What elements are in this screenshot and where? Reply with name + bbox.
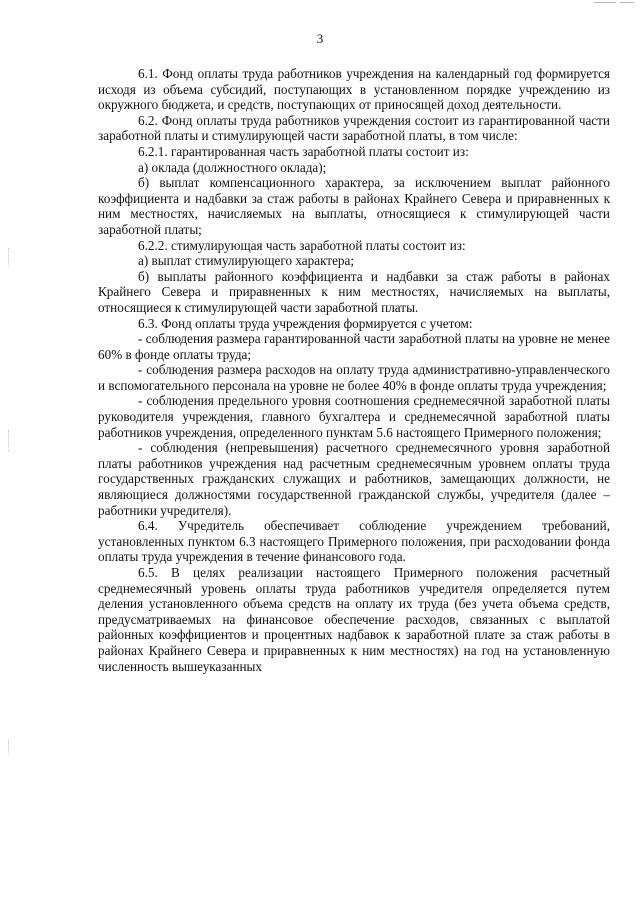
scan-artifact-dots	[8, 740, 10, 754]
bullet-admin-share: - соблюдения размера расходов на оплату труда административно-управленческого и вспомогательного персонала на уровне не более 40% в фонде оплаты труда учреждения;	[98, 362, 610, 393]
scan-artifact-line	[594, 2, 616, 3]
paragraph-6-4: 6.4. Учредитель обеспечивает соблюдение учреждением требований, установленных пунктом 6.3 настоящего Примерного положения, при расходовании фонда оплаты труда учреждения в течение финансового года.	[98, 518, 610, 565]
paragraph-6-3: 6.3. Фонд оплаты труда учреждения формируется с учетом:	[138, 315, 473, 331]
page-number: 3	[316, 31, 324, 46]
scan-artifact-dots	[8, 248, 10, 266]
scan-artifact-line	[620, 2, 634, 3]
bullet-non-exceeding: - соблюдения (непревышения) расчетного среднемесячного уровня заработной платы работников учреждения над расчетным среднемесячным уровнем оплаты труда государственных гражданских служащих и работников, замещающих должности, не являющиеся должностями государственной гражданской службы, учредителя (далее – работники учредителя).	[98, 440, 610, 518]
paragraph-6-1: 6.1. Фонд оплаты труда работников учреждения на календарный год формируется исходя из объема субсидий, поступающих в установленном порядке учреждению из окружного бюджета, и средств, поступающих от приносящей доход деятельности.	[98, 66, 610, 113]
scan-artifact-dots	[8, 430, 10, 452]
list-item-b-compensation: б) выплат компенсационного характера, за исключением выплат районного коэффициента и надбавки за стаж работы в районах Крайнего Севера и приравненных к ним местностях, начисляемых на выплаты, относящиеся к стимулирующей части заработной платы;	[98, 175, 610, 237]
list-item-a-salary: а) оклада (должностного оклада);	[138, 159, 327, 175]
bullet-ratio-limit: - соблюдения предельного уровня соотношения среднемесячной заработной платы руководителя учреждения, главного бухгалтера и среднемесячной заработной платы работников учреждения, определенного пунктам 5.6 настоящего Примерного положения;	[98, 393, 610, 440]
paragraph-6-2-2: 6.2.2. стимулирующая часть заработной платы состоит из:	[138, 237, 466, 253]
list-item-a-incentive: а) выплат стимулирующего характера;	[138, 253, 355, 269]
list-item-b-regional: б) выплаты районного коэффициента и надбавки за стаж работы в районах Крайнего Севера и приравненных к ним местностях, начисляемых на выплаты, относящиеся к стимулирующей части заработной платы.	[98, 268, 610, 315]
paragraph-6-5: 6.5. В целях реализации настоящего Примерного положения расчетный среднемесячный уровень оплаты труда работников учредителя определяется путем деления установленного объема средств на оплату их труда (без учета объема средств, предусматриваемых на финансовое обеспечение расходов, связанных с выплатой районных коэффициентов и процентных надбавок к заработной плате за стаж работы в районах Крайнего Севера и приравненных к ним местностях) на год на установленную численность вышеуказанных	[98, 565, 610, 674]
paragraph-6-2-1: 6.2.1. гарантированная часть заработной платы состоит из:	[138, 143, 469, 159]
bullet-guaranteed-share: - соблюдения размера гарантированной части заработной платы на уровне не менее 60% в фонде оплаты труда;	[98, 331, 610, 362]
document-body	[98, 66, 610, 674]
paragraph-6-2: 6.2. Фонд оплаты труда работников учреждения состоит из гарантированной части заработной платы и стимулирующей части заработной платы, в том числе:	[98, 112, 610, 144]
